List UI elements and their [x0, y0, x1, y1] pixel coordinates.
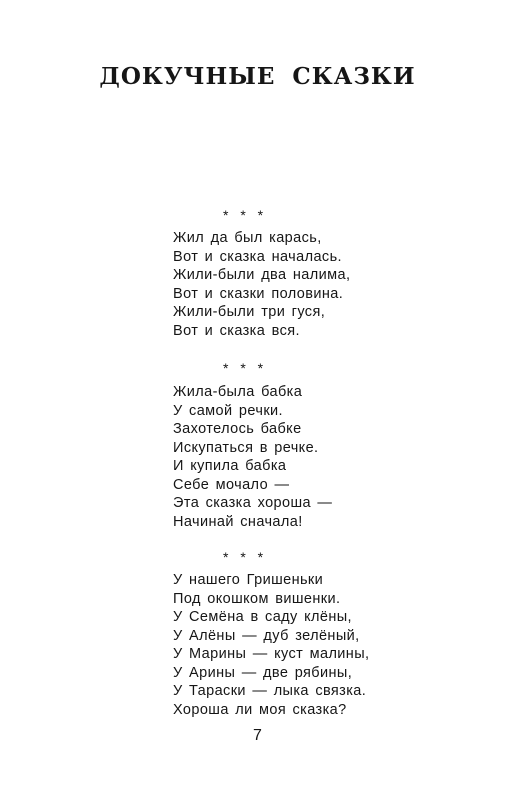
- poem-line: У Тараски — лыка связка.: [173, 683, 367, 699]
- poem-line: Под окошком вишенки.: [173, 590, 341, 607]
- section-separator: * * *: [223, 207, 268, 223]
- poem-line: Начинай сначала!: [173, 513, 303, 530]
- poem-stanza: [173, 229, 350, 340]
- poem-stanza: [173, 383, 332, 531]
- section-separator: * * *: [223, 360, 268, 376]
- poem-line: Искупаться в речке.: [173, 439, 319, 456]
- poem-line: Вот и сказки половина.: [173, 285, 344, 302]
- poem-line: Хороша ли моя сказка?: [173, 701, 347, 718]
- poem-stanza: [173, 571, 369, 719]
- poem-line: Жила-была бабка: [173, 384, 303, 400]
- poem-line: Вот и сказка началась.: [173, 248, 342, 265]
- poem-line: У самой речки.: [173, 402, 283, 419]
- poem-line: У нашего Гришеньки: [173, 572, 324, 588]
- poem-line: У Семёна в саду клёны,: [173, 609, 352, 625]
- poem-line: У Арины — две рябины,: [173, 664, 353, 681]
- poem-line: Жили-были три гуся,: [173, 304, 326, 320]
- poem-line: У Алёны — дуб зелёный,: [173, 627, 360, 644]
- poem-line: У Марины — куст малины,: [173, 646, 370, 662]
- poem-line: Жили-были два налима,: [173, 267, 351, 283]
- poem-line: И купила бабка: [173, 458, 287, 474]
- page-title: ДОКУЧНЫЕ СКАЗКИ: [99, 63, 416, 90]
- poem-line: Себе мочало —: [173, 476, 290, 493]
- poem-line: Эта сказка хороша —: [173, 495, 333, 511]
- page-number: 7: [253, 727, 262, 744]
- poem-line: Жил да был карась,: [173, 230, 322, 246]
- section-separator: * * *: [223, 549, 268, 565]
- poem-line: Захотелось бабке: [173, 421, 302, 437]
- poem-line: Вот и сказка вся.: [173, 322, 300, 339]
